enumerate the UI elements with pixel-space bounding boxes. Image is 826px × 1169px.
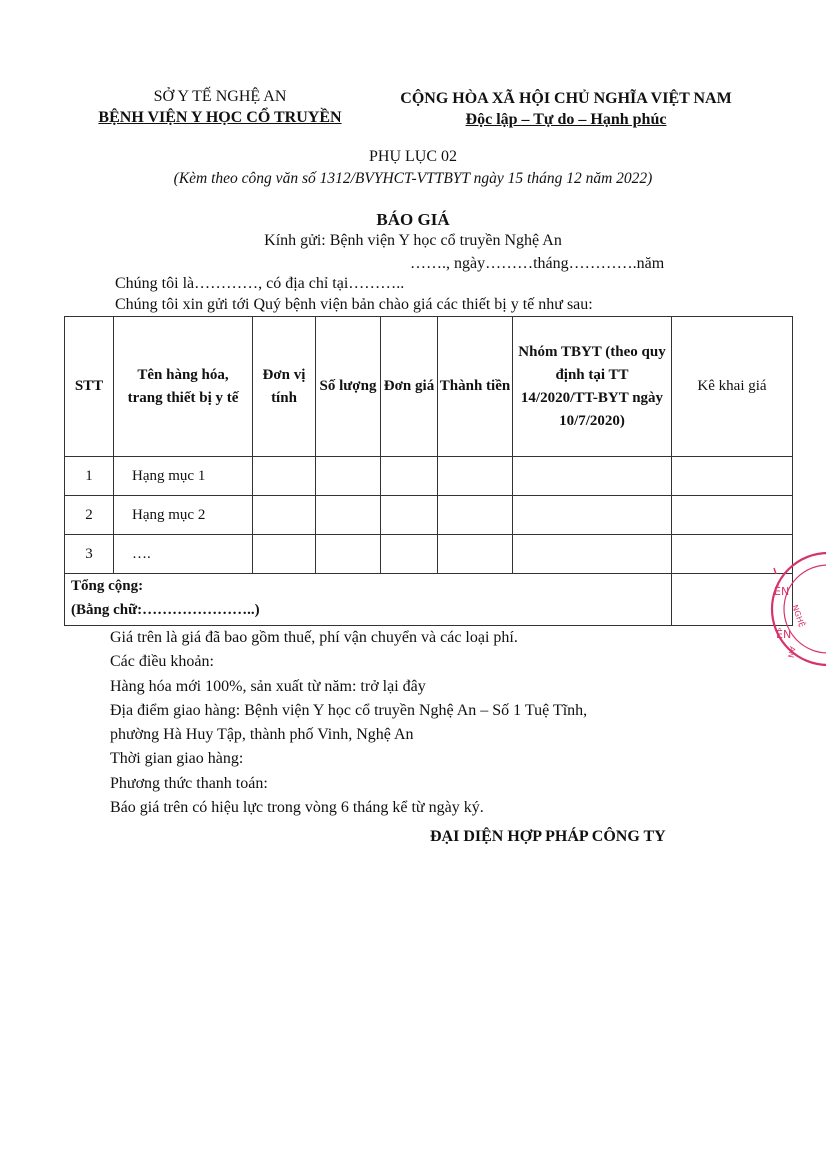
quote-table (64, 316, 793, 626)
annex-subtitle: (Kèm theo công văn số 1312/BVYHCT-VTTBYT ngày 15 tháng 12 năm 2022) (173, 170, 653, 187)
department-name: SỞ Y TẾ NGHỆ AN (153, 88, 287, 105)
row-quantity (316, 535, 381, 574)
header-unit: Đơn vị tính (253, 317, 316, 457)
delivery-time: Thời gian giao hàng: (110, 750, 244, 768)
row-unit (253, 535, 316, 574)
intro-line-2: Chúng tôi xin gửi tới Quý bệnh viện bản chào giá các thiết bị y tế như sau: (115, 296, 593, 313)
row-price-declaration (672, 457, 793, 496)
row-unit (253, 496, 316, 535)
country-name: CỘNG HÒA XÃ HỘI CHỦ NGHĨA VIỆT NAM (400, 90, 732, 107)
row-stt: 1 (65, 457, 114, 496)
row-price-declaration (672, 496, 793, 535)
row-stt: 2 (65, 496, 114, 535)
row-unit (253, 457, 316, 496)
motto-line: Độc lập – Tự do – Hạnh phúc (465, 111, 667, 128)
header-item-name: Tên hàng hóa, trang thiết bị y tế (114, 317, 253, 457)
header-unit-price: Đơn giá (381, 317, 438, 457)
delivery-location: Địa điểm giao hàng: Bệnh viện Y học cổ truyền Nghệ An – Số 1 Tuệ Tĩnh, (110, 701, 588, 719)
terms-heading: Các điều khoản: (110, 653, 214, 671)
issuing-organization (60, 86, 380, 128)
validity-note: Báo giá trên có hiệu lực trong vòng 6 tháng kể từ ngày ký. (110, 799, 484, 817)
svg-text:ÊN: ÊN (776, 628, 792, 641)
row-device-group (513, 496, 672, 535)
annex-title: PHỤ LỤC 02 (368, 148, 457, 165)
svg-text:AN: AN (786, 645, 797, 659)
row-unit-price (381, 496, 438, 535)
row-unit-price (381, 535, 438, 574)
row-quantity (316, 496, 381, 535)
row-total (438, 535, 513, 574)
svg-text:ÊN: ÊN (774, 585, 790, 598)
header-stt: STT (65, 317, 114, 457)
row-quantity (316, 457, 381, 496)
total-in-words: (Bằng chữ:…………………..) (71, 602, 260, 618)
row-device-group (513, 535, 672, 574)
row-stt: 3 (65, 535, 114, 574)
row-item-name: Hạng mục 1 (114, 457, 253, 496)
signature-title: ĐẠI DIỆN HỢP PHÁP CÔNG TY (430, 828, 666, 845)
total-cell (65, 574, 672, 626)
date-line: ……., ngày………tháng………….năm (410, 255, 665, 272)
table-header-row (65, 317, 793, 457)
goods-condition: Hàng hóa mới 100%, sản xuất từ năm: trở lại đây (110, 677, 426, 695)
header-price-declaration: Kê khai giá (672, 317, 793, 457)
row-device-group (513, 457, 672, 496)
quote-title: BÁO GIÁ (376, 210, 450, 229)
recipient-line: Kính gửi: Bệnh viện Y học cổ truyền Nghệ An (264, 232, 562, 249)
header-device-group: Nhóm TBYT (theo quy định tại TT 14/2020/TT-BYT ngày 10/7/2020) (513, 317, 672, 457)
header-quantity: Số lượng (316, 317, 381, 457)
terms-section (110, 626, 587, 820)
table-row (65, 496, 793, 535)
national-motto (380, 88, 752, 130)
row-item-name: …. (114, 535, 253, 574)
total-row (65, 574, 793, 626)
row-total (438, 496, 513, 535)
intro-line-1: Chúng tôi là…………, có địa chỉ tại……….. (115, 275, 405, 292)
table-row (65, 457, 793, 496)
header-total: Thành tiền (438, 317, 513, 457)
row-item-name: Hạng mục 2 (114, 496, 253, 535)
stamp-seal (762, 548, 826, 670)
payment-method: Phương thức thanh toán: (110, 774, 268, 792)
price-note: Giá trên là giá đã bao gồm thuế, phí vận chuyển và các loại phí. (110, 629, 518, 646)
svg-text:NGHỆ: NGHỆ (790, 603, 807, 629)
hospital-name: BỆNH VIỆN Y HỌC CỔ TRUYỀN (98, 109, 342, 126)
total-label: Tổng cộng: (71, 578, 144, 594)
table-row (65, 535, 793, 574)
row-total (438, 457, 513, 496)
delivery-location-cont: phường Hà Huy Tập, thành phố Vinh, Nghệ An (110, 726, 414, 744)
row-unit-price (381, 457, 438, 496)
